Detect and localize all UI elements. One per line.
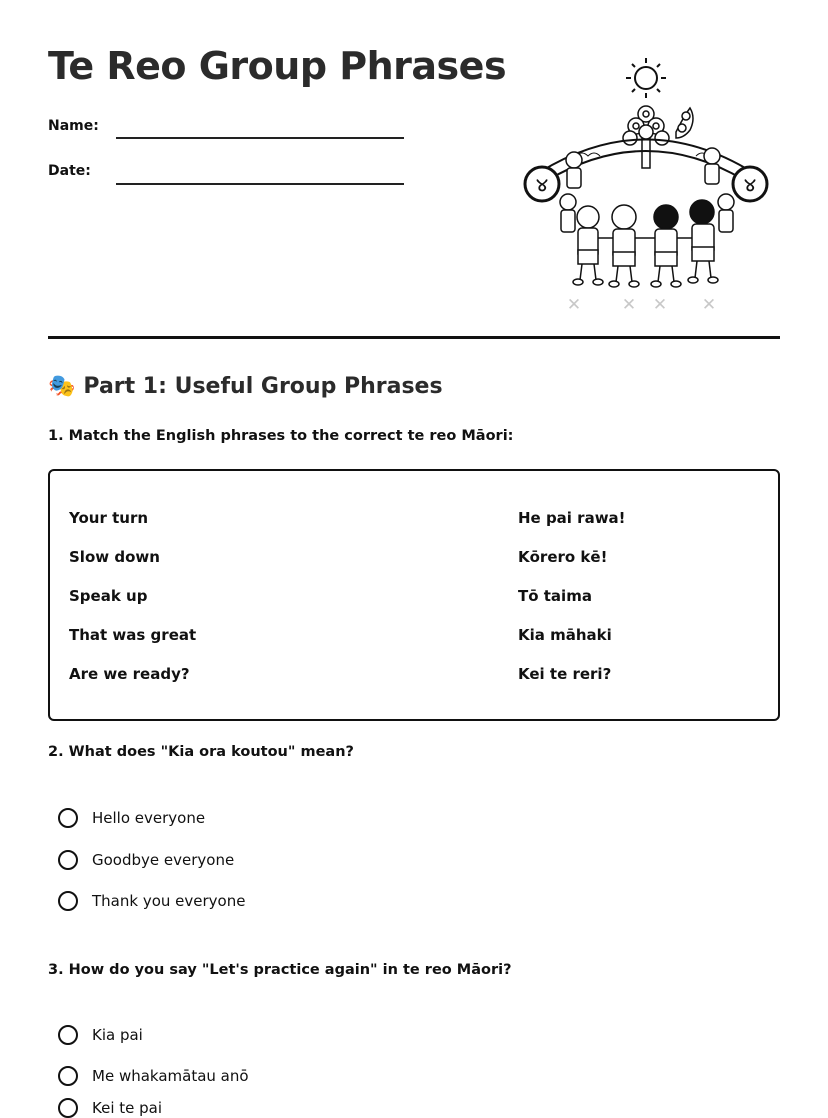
- svg-text:✕: ✕: [701, 295, 717, 315]
- maori-phrase[interactable]: Kōrero kē!: [518, 548, 608, 566]
- q2-option[interactable]: [58, 850, 234, 870]
- option-label: Me whakamātau anō: [92, 1067, 249, 1085]
- radio-button[interactable]: [58, 891, 78, 911]
- date-label: Date:: [48, 163, 91, 179]
- name-label: Name:: [48, 118, 99, 134]
- maori-phrase[interactable]: Kia māhaki: [518, 626, 612, 644]
- sun-icon: [626, 58, 666, 98]
- english-phrase[interactable]: Your turn: [69, 509, 149, 527]
- radio-button[interactable]: [58, 1025, 78, 1045]
- maori-phrase[interactable]: Kei te reri?: [518, 665, 612, 683]
- name-field[interactable]: [116, 137, 404, 139]
- part1-heading: [48, 374, 443, 399]
- section-divider: [48, 336, 780, 339]
- performing-arts-mask-icon: 🎭: [48, 373, 76, 399]
- q3-option[interactable]: [58, 1025, 143, 1045]
- question-2-prompt: 2. What does "Kia ora koutou" mean?: [48, 744, 354, 760]
- english-phrase[interactable]: That was great: [69, 626, 197, 644]
- q3-option[interactable]: [58, 1098, 162, 1118]
- radio-button[interactable]: [58, 808, 78, 828]
- svg-text:୪: ୪: [536, 175, 548, 196]
- children-front-row: [573, 200, 718, 287]
- grey-cross-marks: [567, 295, 716, 315]
- maori-phrase[interactable]: He pai rawa!: [518, 509, 626, 527]
- svg-text:୪: ୪: [744, 175, 756, 196]
- radio-button[interactable]: [58, 1066, 78, 1086]
- svg-text:✕: ✕: [566, 295, 582, 315]
- matching-box: [48, 469, 780, 721]
- option-label: Goodbye everyone: [92, 851, 235, 869]
- english-phrase[interactable]: Speak up: [69, 587, 148, 605]
- q2-option[interactable]: [58, 891, 245, 911]
- radio-button[interactable]: [58, 850, 78, 870]
- radio-button[interactable]: [58, 1098, 78, 1118]
- date-field[interactable]: [116, 183, 404, 185]
- svg-text:✕: ✕: [652, 295, 668, 315]
- children-circle-illustration: [516, 52, 776, 322]
- option-label: Thank you everyone: [92, 892, 246, 910]
- option-label: Kei te pai: [92, 1099, 163, 1117]
- q3-option[interactable]: [58, 1066, 249, 1086]
- option-label: Kia pai: [92, 1026, 143, 1044]
- part1-heading-text: Part 1: Useful Group Phrases: [83, 374, 443, 399]
- question-1-prompt: 1. Match the English phrases to the correct te reo Māori:: [48, 428, 514, 444]
- q2-option[interactable]: [58, 808, 205, 828]
- worksheet-title: Te Reo Group Phrases: [48, 44, 507, 88]
- question-3-prompt: 3. How do you say "Let's practice again" in te reo Māori?: [48, 962, 512, 978]
- svg-text:✕: ✕: [621, 295, 637, 315]
- maori-phrase[interactable]: Tō taima: [518, 587, 592, 605]
- english-phrase[interactable]: Slow down: [69, 548, 160, 566]
- tree-icon: [623, 106, 693, 168]
- english-phrase[interactable]: Are we ready?: [69, 665, 190, 683]
- option-label: Hello everyone: [92, 809, 206, 827]
